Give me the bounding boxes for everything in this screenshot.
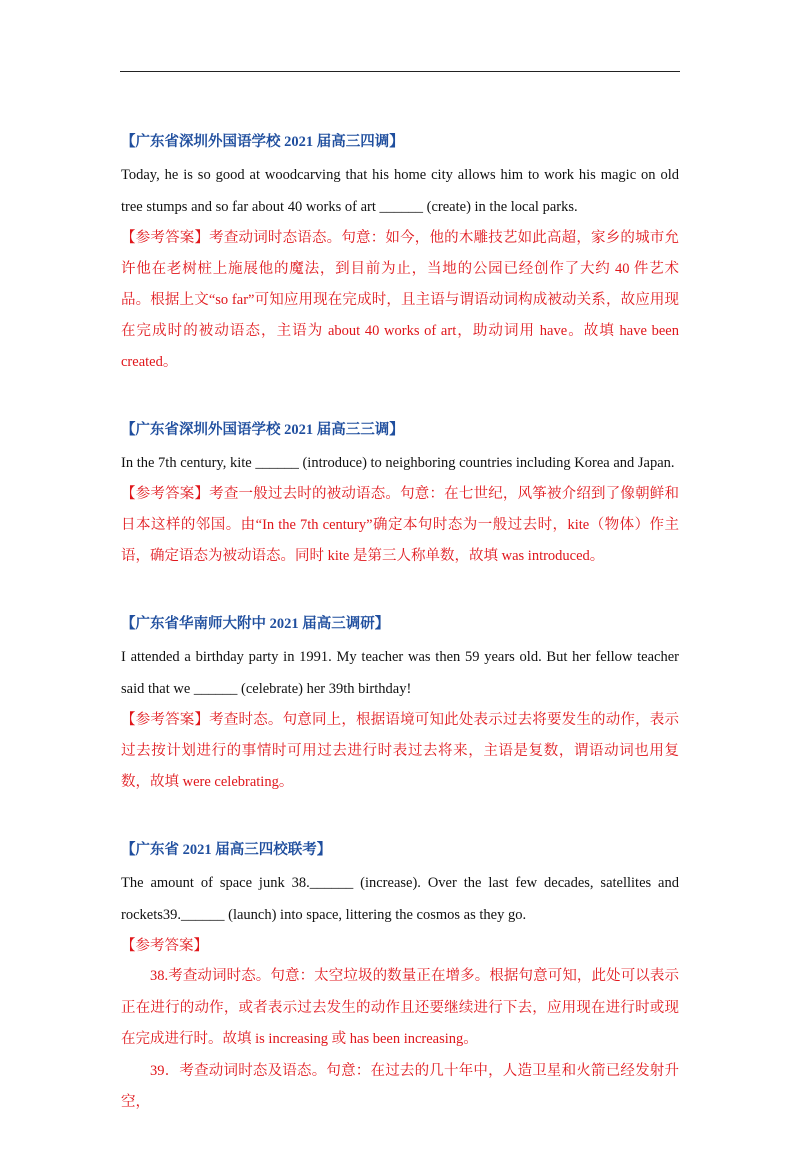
question-section-2 [121, 418, 679, 572]
question-text: In the 7th century, kite ______ (introduce) to neighboring countries including Korea and Japan. [121, 455, 675, 471]
question-section-4 [121, 838, 679, 1119]
source-heading: 【广东省深圳外国语学校 2021 届高三四调】 [121, 134, 404, 150]
source-heading: 【广东省华南师大附中 2021 届高三调研】 [121, 616, 390, 632]
question-section-1 [121, 130, 679, 378]
question-section-3 [121, 612, 679, 798]
source-heading: 【广东省深圳外国语学校 2021 届高三三调】 [121, 422, 404, 438]
question-text: I attended a birthday party in 1991. My teacher was then 59 years old. But her fellow teacher said that we ______ (celebrate) her 39th birthday! [121, 649, 679, 697]
question-text: The amount of space junk 38.______ (increase). Over the last few decades, satellites and rockets39.______ (launch) into space, littering the cosmos as they go. [121, 875, 679, 923]
answer-text: 【参考答案】考查时态。句意同上，根据语境可知此处表示过去将要发生的动作，表示过去按计划进行的事情时可用过去进行时表过去将来，主语是复数，谓语动词也用复数，故填 were celebrating。 [121, 712, 679, 790]
answer-heading: 【参考答案】 [121, 938, 208, 954]
header-rule [120, 71, 680, 72]
question-text: Today, he is so good at woodcarving that his home city allows him to work his magic on old tree stumps and so far about 40 works of art ______ (create) in the local parks. [121, 167, 679, 215]
source-heading: 【广东省 2021 届高三四校联考】 [121, 842, 332, 858]
answer-text: 【参考答案】考查动词时态语态。句意：如今，他的木雕技艺如此高超，家乡的城市允许他在老树桩上施展他的魔法，到目前为止，当地的公园已经创作了大约 40 件艺术品。根据上文“so far”可知应用现在完成时，且主语与谓语动词构成被动关系，故应用现在完成时的被动语态，主语为 about 40 works of art，助动词用 have。故填 have been created。 [121, 230, 679, 370]
answer-item-38: 38.考查动词时态。句意：太空垃圾的数量正在增多。根据句意可知，此处可以表示正在进行的动作，或者表示过去发生的动作且还要继续进行下去，应用现在进行时或现在完成进行时。故填 is increasing 或 has been increasing。 [121, 968, 679, 1047]
answer-item-39: 39．考查动词时态及语态。句意：在过去的几十年中，人造卫星和火箭已经发射升空， [121, 1062, 679, 1110]
content [121, 130, 679, 1159]
answer-text: 【参考答案】考查一般过去时的被动语态。句意：在七世纪，风筝被介绍到了像朝鲜和日本这样的邻国。由“In the 7th century”确定本句时态为一般过去时，kite（物体）作主语，确定语态为被动语态。同时 kite 是第三人称单数，故填 was introduced。 [121, 486, 679, 564]
